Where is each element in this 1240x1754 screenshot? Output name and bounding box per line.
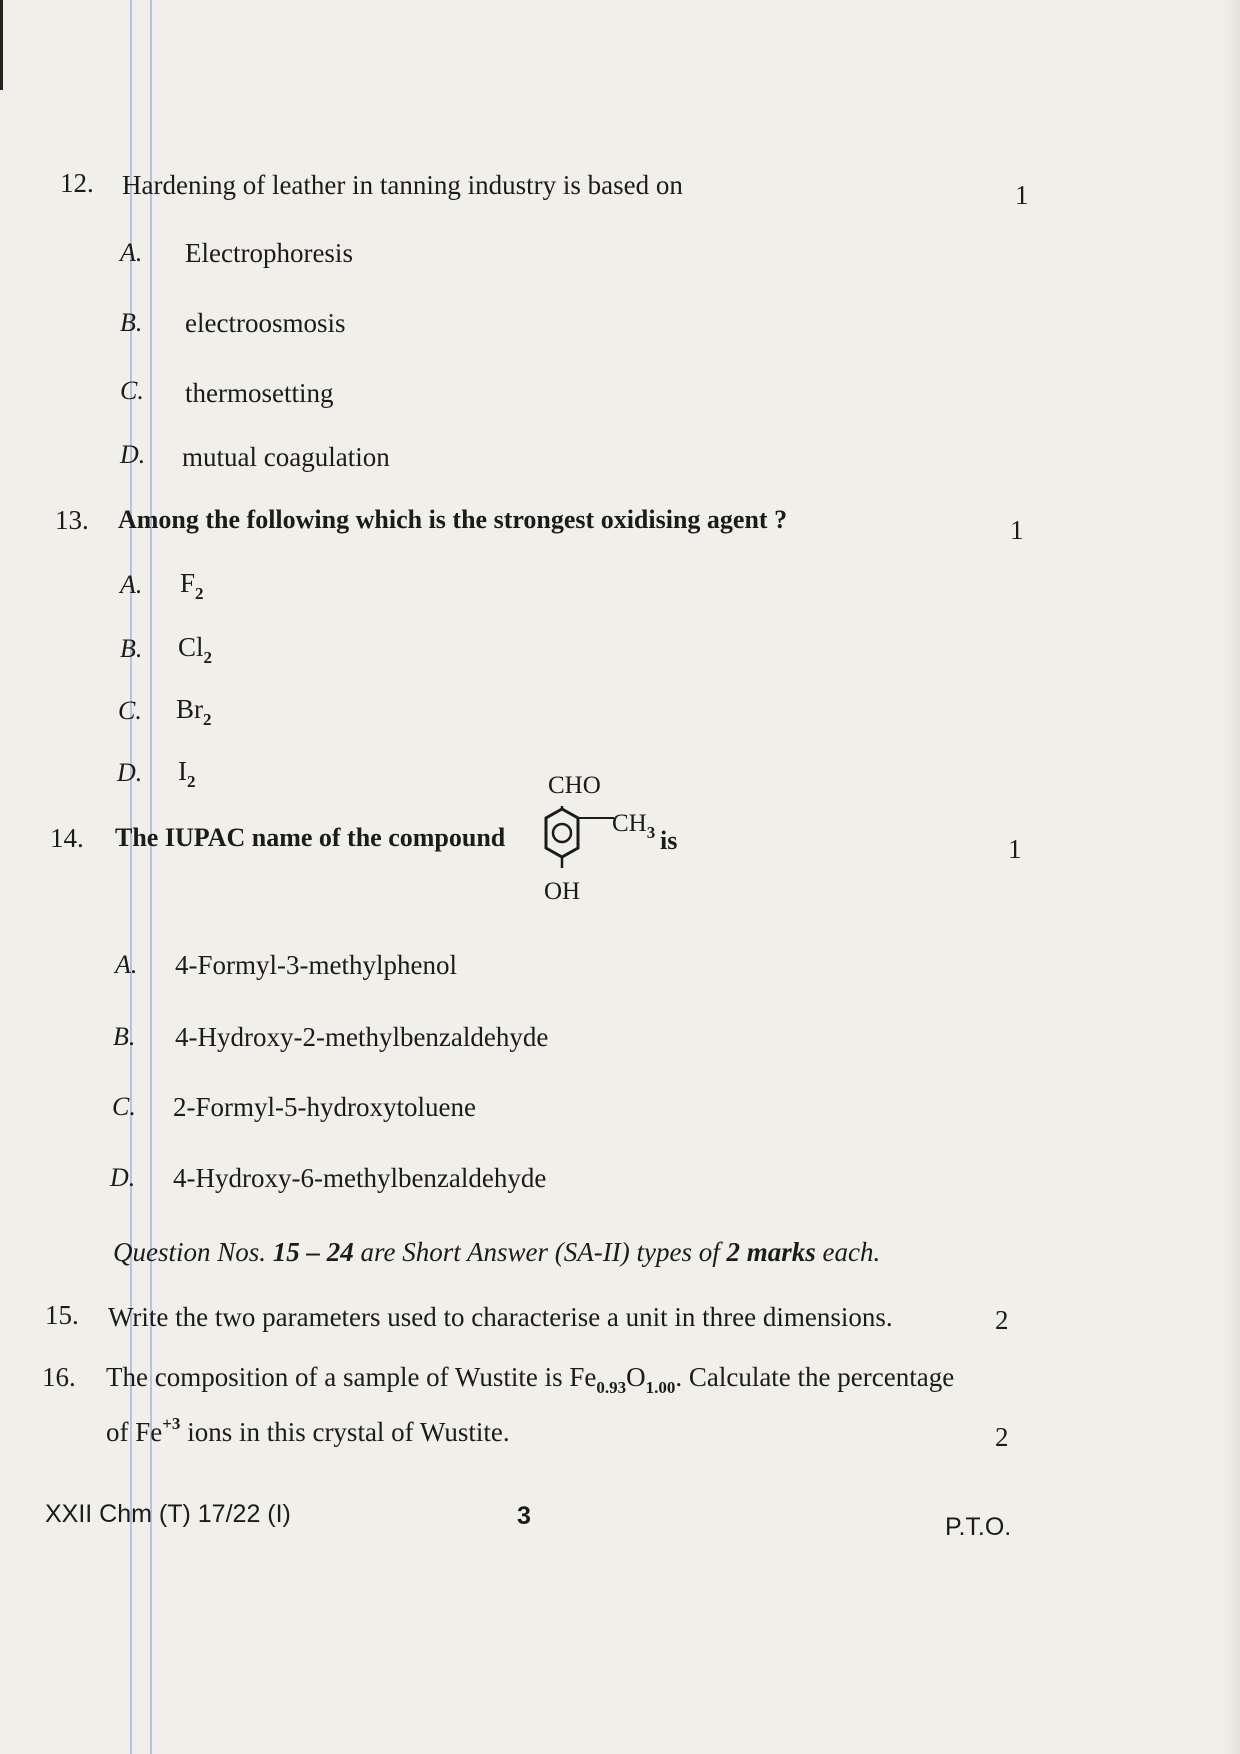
option-text: Electrophoresis (185, 238, 353, 268)
question-number: 16. (42, 1362, 76, 1392)
question-text: Write the two parameters used to characterise a unit in three dimensions. (108, 1302, 893, 1332)
option-letter: D. (120, 440, 146, 469)
option-letter: B. (120, 634, 143, 663)
option-letter: C. (118, 696, 142, 725)
option-letter: C. (112, 1092, 136, 1121)
structure-label-top: CHO (548, 772, 601, 799)
question-number: 14. (50, 823, 84, 853)
question-text: Hardening of leather in tanning industry is based on (122, 170, 683, 200)
benzene-ring-icon (536, 806, 616, 868)
marks: 1 (1008, 834, 1022, 864)
margin-line-right (150, 0, 152, 1754)
marks: 1 (1010, 515, 1024, 545)
section-instructions: Question Nos. 15 – 24 are Short Answer (SA-II) types of 2 marks each. (113, 1237, 881, 1267)
option-text: 4-Hydroxy-2-methylbenzaldehyde (175, 1022, 549, 1052)
option-text: electroosmosis (185, 308, 346, 338)
option-letter: D. (117, 758, 143, 787)
question-text-line1: The composition of a sample of Wustite is $Fe_{0.93}O_{1.00}$. Calculate the percentage (106, 1362, 955, 1397)
option-letter: A. (120, 238, 143, 267)
question-text: The IUPAC name of the compound (115, 823, 506, 852)
pto-label: P.T.O. (945, 1513, 1012, 1541)
marks: 1 (1015, 180, 1029, 210)
option-text: 2-Formyl-5-hydroxytoluene (173, 1092, 476, 1122)
structure-label-right: $CH_3$ (612, 810, 656, 842)
option-text: 4-Formyl-3-methylphenol (175, 950, 457, 980)
option-text: thermosetting (185, 378, 334, 408)
page-edge-shade (1222, 0, 1240, 1754)
question-text-line2: of $Fe^{+3}$ ions in this crystal of Wustite. (106, 1414, 510, 1447)
page-number: 3 (517, 1502, 531, 1530)
option-formula: $Br_2$ (176, 694, 212, 729)
question-number: 13. (55, 505, 89, 535)
question-text: Among the following which is the strongest oxidising agent ? (118, 505, 788, 534)
option-letter: A. (115, 950, 138, 979)
question-number: 12. (60, 168, 94, 198)
marks: 2 (995, 1305, 1009, 1335)
paper-code: XXII Chm (T) 17/22 (I) (45, 1500, 291, 1528)
option-formula: $I_2$ (178, 756, 196, 791)
option-formula: $Cl_2$ (178, 632, 213, 667)
question-text-end: is (660, 826, 678, 855)
option-letter: C. (120, 376, 144, 405)
option-letter: B. (120, 308, 143, 337)
option-formula: $F_2$ (180, 568, 204, 603)
option-letter: D. (110, 1163, 136, 1192)
page-edge-mark (0, 0, 3, 90)
question-number: 15. (45, 1300, 79, 1330)
option-text: mutual coagulation (182, 442, 390, 472)
option-letter: B. (113, 1022, 136, 1051)
marks: 2 (995, 1422, 1009, 1452)
option-text: 4-Hydroxy-6-methylbenzaldehyde (173, 1163, 547, 1193)
option-letter: A. (120, 570, 143, 599)
structure-label-bottom: OH (544, 878, 581, 905)
